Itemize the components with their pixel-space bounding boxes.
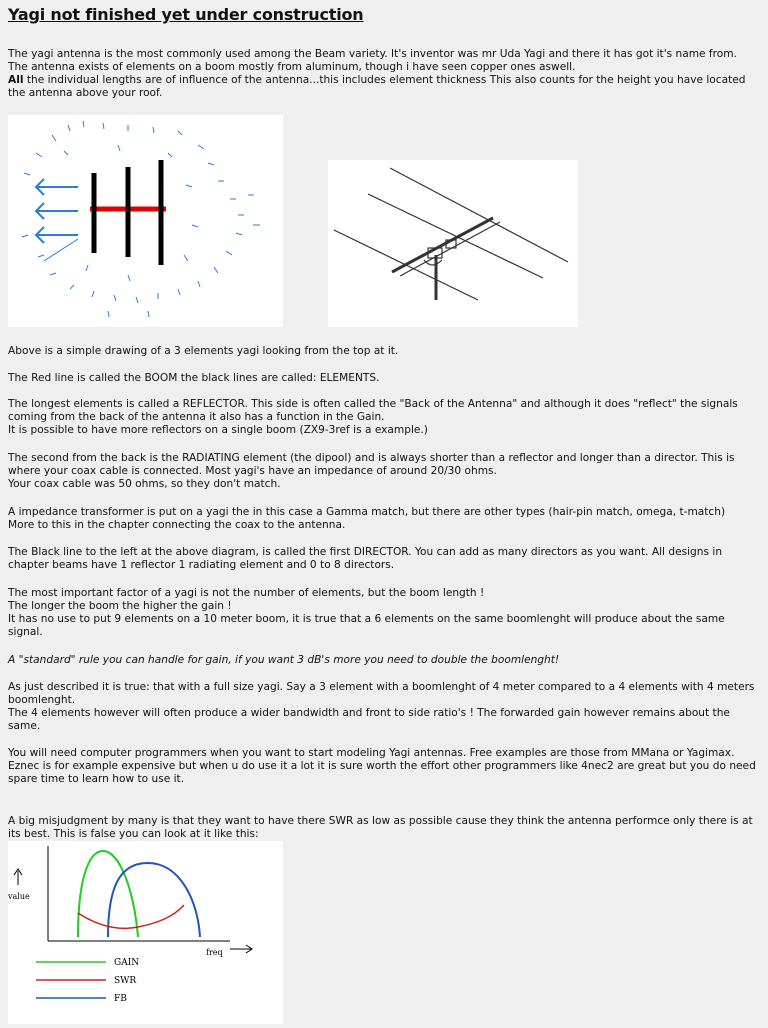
boom-line-2: The longer the boom the higher the gain ! bbox=[8, 600, 232, 612]
boom-line-3: It has no use to put 9 elements on a 10 meter boom, it is true that a 6 elements on the same boomlenght will produce about the same signal. bbox=[8, 613, 725, 638]
page-title: Yagi not finished yet under construction bbox=[8, 5, 364, 24]
yagi-top-view-drawing bbox=[8, 115, 283, 327]
paragraph-boom bbox=[8, 587, 760, 639]
paragraph-reflector bbox=[8, 398, 760, 437]
intro-line-1: The yagi antenna is the most commonly used among the Beam variety. It's inventor was mr Uda Yagi and there it has got it's name from. bbox=[8, 48, 737, 60]
y-arrow-icon bbox=[14, 869, 22, 885]
intro-paragraph bbox=[8, 48, 760, 100]
paragraph-standard-rule: A "standard" rule you can handle for gain, if you want 3 dB's more you need to double the boomlenght! bbox=[8, 654, 560, 666]
reflector-line-2: It is possible to have more reflectors on a single boom (ZX9-3ref is a example.) bbox=[8, 424, 428, 436]
legend-fb-label: FB bbox=[114, 994, 127, 1004]
boom bbox=[392, 218, 493, 272]
legend-gain-label: GAIN bbox=[114, 958, 140, 968]
transformer-line-2: More to this in the chapter connecting the coax to the antenna. bbox=[8, 519, 346, 531]
fullsize-line-2: The 4 elements however will often produce a wider bandwidth and front to side ratio's ! The forwarded gain however remains about the same. bbox=[8, 707, 730, 732]
fullsize-line-1: As just described it is true: that with a full size yagi. Say a 3 element with a boomlenght of 4 meter compared to a 4 elements with 4 meters boomlenght. bbox=[8, 681, 755, 706]
paragraph-programs bbox=[8, 747, 760, 786]
radiating-line-1: The second from the back is the RADIATING element (the dipool) and is always shorter than a reflector and longer than a director. This is where your coax cable is connected. Most yagi's have an impedance of around 20/30 ohms. bbox=[8, 452, 735, 477]
programs-line-1: You will need computer programmers when you want to start modeling Yagi antennas. Free examples are those from MMana or Yagimax. bbox=[8, 747, 735, 759]
direction-arrows bbox=[36, 179, 78, 261]
paragraph-transformer bbox=[8, 506, 760, 532]
intro-bold-prefix: All bbox=[8, 74, 24, 86]
gain-swr-chart bbox=[8, 841, 283, 1024]
boom-edge bbox=[400, 222, 500, 276]
x-arrow-icon bbox=[230, 945, 252, 953]
transformer-line-1: A impedance transformer is put on a yagi the in this case a Gamma match, but there are other types (hair-pin match, omega, t-match) bbox=[8, 506, 726, 518]
yagi-top-view-figure bbox=[8, 115, 283, 327]
chart-xlabel: freq bbox=[206, 948, 223, 957]
clamp-arc bbox=[424, 260, 442, 265]
radiation-dashes bbox=[22, 121, 260, 317]
intro-line-2: The antenna exists of elements on a boom mostly from aluminum, though i have seen copper ones aswell. bbox=[8, 61, 576, 73]
yagi-perspective-drawing bbox=[328, 160, 578, 327]
intro-line-3 bbox=[8, 74, 760, 100]
fb-curve bbox=[108, 863, 200, 937]
intro-rest: the individual lengths are of influence of the antenna...this includes element thickness This also counts for the height you have located the antenna above your roof. bbox=[8, 74, 746, 99]
yagi-perspective-figure bbox=[328, 160, 578, 327]
gain-swr-chart-figure bbox=[8, 841, 283, 1024]
paragraph-swr: A big misjudgment by many is that they want to have there SWR as low as possible cause they think the antenna performce only there is at its best. This is false you can look at it like this: bbox=[8, 815, 753, 840]
boom-line-1: The most important factor of a yagi is not the number of elements, but the boom length ! bbox=[8, 587, 485, 599]
paragraph-above: Above is a simple drawing of a 3 elements yagi looking from the top at it. bbox=[8, 345, 399, 357]
paragraph-red-line: The Red line is called the BOOM the black lines are called: ELEMENTS. bbox=[8, 372, 380, 384]
radiating-line-2: Your coax cable was 50 ohms, so they don't match. bbox=[8, 478, 281, 490]
chart-ylabel: value bbox=[8, 892, 30, 901]
element-2 bbox=[368, 194, 543, 278]
paragraph-radiating bbox=[8, 452, 760, 491]
reflector-line-1: The longest elements is called a REFLECTOR. This side is often called the "Back of the Antenna" and although it does "reflect" the signals coming from the back of the antenna it also has a function in the Gain. bbox=[8, 398, 738, 423]
legend-swr-label: SWR bbox=[114, 976, 137, 986]
paragraph-fullsize bbox=[8, 681, 760, 733]
swr-curve bbox=[78, 905, 184, 928]
programs-line-2: Eznec is for example expensive but when u do use it a lot it is sure worth the effort other programmers like 4nec2 are great but you do need spare time to learn how to use it. bbox=[8, 760, 756, 785]
paragraph-director: The Black line to the left at the above diagram, is called the first DIRECTOR. You can add as many directors as you want. All designs in chapter beams have 1 reflector 1 radiating element and 0 to 8 directors. bbox=[8, 546, 723, 571]
